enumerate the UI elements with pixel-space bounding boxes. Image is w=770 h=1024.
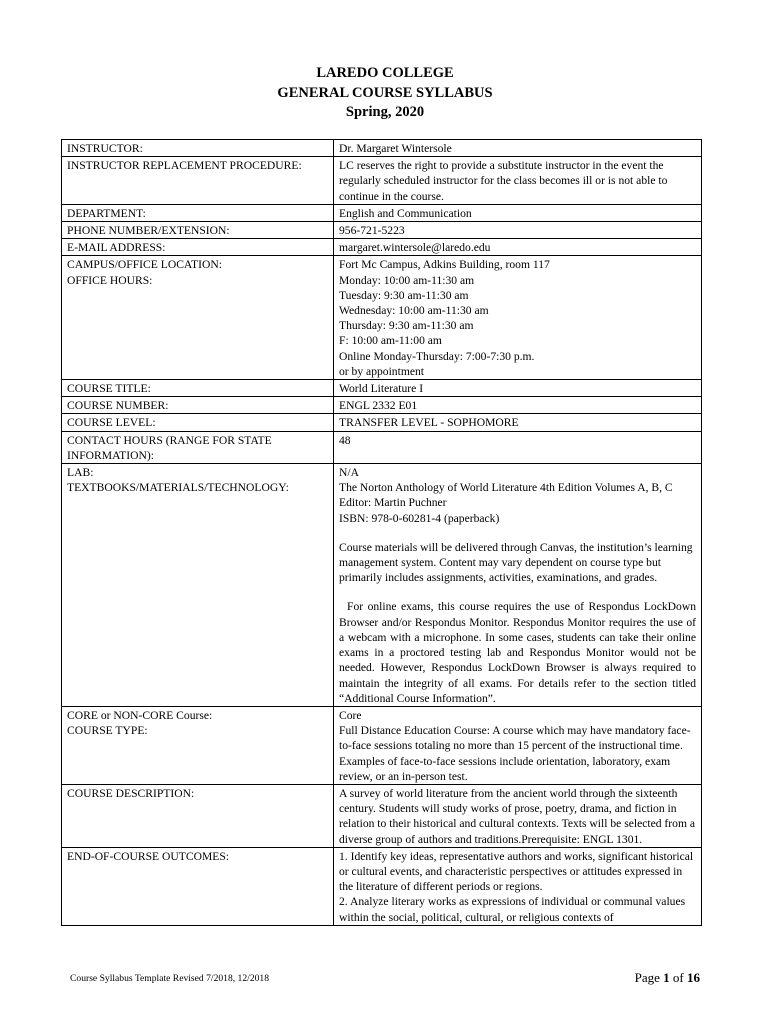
course-number-label: COURSE NUMBER:: [62, 397, 334, 414]
campus-label-text: CAMPUS/OFFICE LOCATION:: [67, 258, 222, 272]
office-hours-line: F: 10:00 am-11:00 am: [339, 334, 442, 348]
course-type-value: Full Distance Education Course: A course which may have mandatory face-to-face sessions totaling no more than 15 percent of the instructional time. Examples of face-to-face sessions include orientation, laboratory, exam review, or an in-person test.: [339, 724, 691, 783]
phone-value: 956-721-5223: [334, 222, 702, 239]
description-value: A survey of world literature from the ancient world through the sixteenth century. Students will study works of prose, poetry, drama, and fiction in relation to their historical and cultural contexts. Texts will be selected from a diverse group of authors and traditions.Prerequisite: ENGL 1301.: [334, 784, 702, 847]
page-current: 1: [663, 970, 670, 985]
replacement-label: INSTRUCTOR REPLACEMENT PROCEDURE:: [62, 157, 334, 205]
table-row: [62, 380, 702, 397]
description-label: COURSE DESCRIPTION:: [62, 784, 334, 847]
page-total: 16: [687, 970, 700, 985]
textbooks-value: [334, 464, 702, 707]
template-revision-note: Course Syllabus Template Revised 7/2018, 12/2018: [70, 973, 270, 984]
of-word: of: [672, 970, 684, 985]
email-value: margaret.wintersole@laredo.edu: [334, 239, 702, 256]
textbook-editor: Editor: Martin Puchner: [339, 496, 447, 510]
outcomes-value: [334, 847, 702, 925]
office-hours-line: or by appointment: [339, 364, 425, 378]
table-row: [62, 706, 702, 784]
canvas-paragraph: Course materials will be delivered through Canvas, the institution’s learning management system. Content may vary dependent on course type but primarily includes assignments, activities, examinations, and grades.: [339, 540, 693, 585]
course-title-value: World Literature I: [334, 380, 702, 397]
outcomes-label: END-OF-COURSE OUTCOMES:: [62, 847, 334, 925]
office-hours-line: Wednesday: 10:00 am-11:30 am: [339, 304, 489, 318]
table-row: [62, 431, 702, 463]
course-number-value: ENGL 2332 E01: [334, 397, 702, 414]
page-word: Page: [634, 970, 660, 985]
textbook-title: The Norton Anthology of World Literature 4th Edition Volumes A, B, C: [339, 481, 673, 495]
college-name: LAREDO COLLEGE: [316, 65, 454, 81]
table-row: [62, 847, 702, 925]
document-header: [0, 64, 770, 123]
outcome-item: 1. Identify key ideas, representative authors and works, significant historical or cultural events, and characteristic perspectives or attitudes expressed in the literature of different periods or regions.: [339, 849, 694, 894]
phone-label: PHONE NUMBER/EXTENSION:: [62, 222, 334, 239]
table-row: [62, 397, 702, 414]
table-row: [62, 140, 702, 157]
table-row: [62, 239, 702, 256]
outcome-item: 2. Analyze literary works as expressions of individual or communal values within the social, political, cultural, or religious contexts of: [339, 895, 686, 924]
table-row: [62, 784, 702, 847]
office-hours-line: Thursday: 9:30 am-11:30 am: [339, 319, 474, 333]
replacement-value: LC reserves the right to provide a substitute instructor in the event the regularly scheduled instructor for the class becomes ill or is not able to continue in the course.: [334, 157, 702, 205]
lab-value: N/A: [339, 466, 359, 480]
core-label: [62, 706, 334, 784]
course-level-value: TRANSFER LEVEL - SOPHOMORE: [334, 414, 702, 431]
lab-label: [62, 464, 334, 707]
textbooks-label: TEXTBOOKS/MATERIALS/TECHNOLOGY:: [67, 481, 289, 495]
office-hours-label: OFFICE HOURS:: [67, 273, 153, 287]
core-value-text: Core: [339, 708, 362, 722]
textbook-isbn: ISBN: 978-0-60281-4 (paperback): [339, 511, 500, 525]
table-row: [62, 204, 702, 221]
semester: Spring, 2020: [345, 104, 425, 120]
table-row: [62, 157, 702, 205]
syllabus-table: [61, 139, 702, 926]
department-label: DEPARTMENT:: [62, 204, 334, 221]
course-level-label: COURSE LEVEL:: [62, 414, 334, 431]
email-label: E-MAIL ADDRESS:: [62, 239, 334, 256]
office-hours-line: Online Monday-Thursday: 7:00-7:30 p.m.: [339, 349, 535, 363]
page-number: [635, 970, 700, 986]
core-label-text: CORE or NON-CORE Course:: [67, 708, 213, 722]
contact-hours-label: CONTACT HOURS (RANGE FOR STATE INFORMATION):: [62, 431, 334, 463]
lab-label-text: LAB:: [67, 466, 94, 480]
contact-hours-value: 48: [334, 431, 702, 463]
office-hours-line: Monday: 10:00 am-11:30 am: [339, 273, 475, 287]
respondus-paragraph: For online exams, this course requires the use of Respondus LockDown Browser and/or Respondus Monitor. Respondus Monitor requires the use of a webcam with a microphone. In some cases, students can take their online exams in a proctored testing lab and Respondus Monitor would not be needed. However, Respondus LockDown Browser is always required to maintain the integrity of all exams. For details refer to the section titled “Additional Course Information”.: [339, 600, 696, 705]
course-title-label: COURSE TITLE:: [62, 380, 334, 397]
department-value: English and Communication: [334, 204, 702, 221]
office-hours-line: Tuesday: 9:30 am-11:30 am: [339, 288, 469, 302]
table-row: [62, 256, 702, 380]
instructor-label: INSTRUCTOR:: [62, 140, 334, 157]
table-row: [62, 464, 702, 707]
syllabus-title: GENERAL COURSE SYLLABUS: [277, 84, 493, 101]
core-value: [334, 706, 702, 784]
table-row: [62, 222, 702, 239]
campus-value: [334, 256, 702, 380]
campus-location-value: Fort Mc Campus, Adkins Building, room 117: [339, 258, 550, 272]
course-type-label: COURSE TYPE:: [67, 724, 148, 738]
table-row: [62, 414, 702, 431]
campus-label: [62, 256, 334, 380]
instructor-value: Dr. Margaret Wintersole: [334, 140, 702, 157]
